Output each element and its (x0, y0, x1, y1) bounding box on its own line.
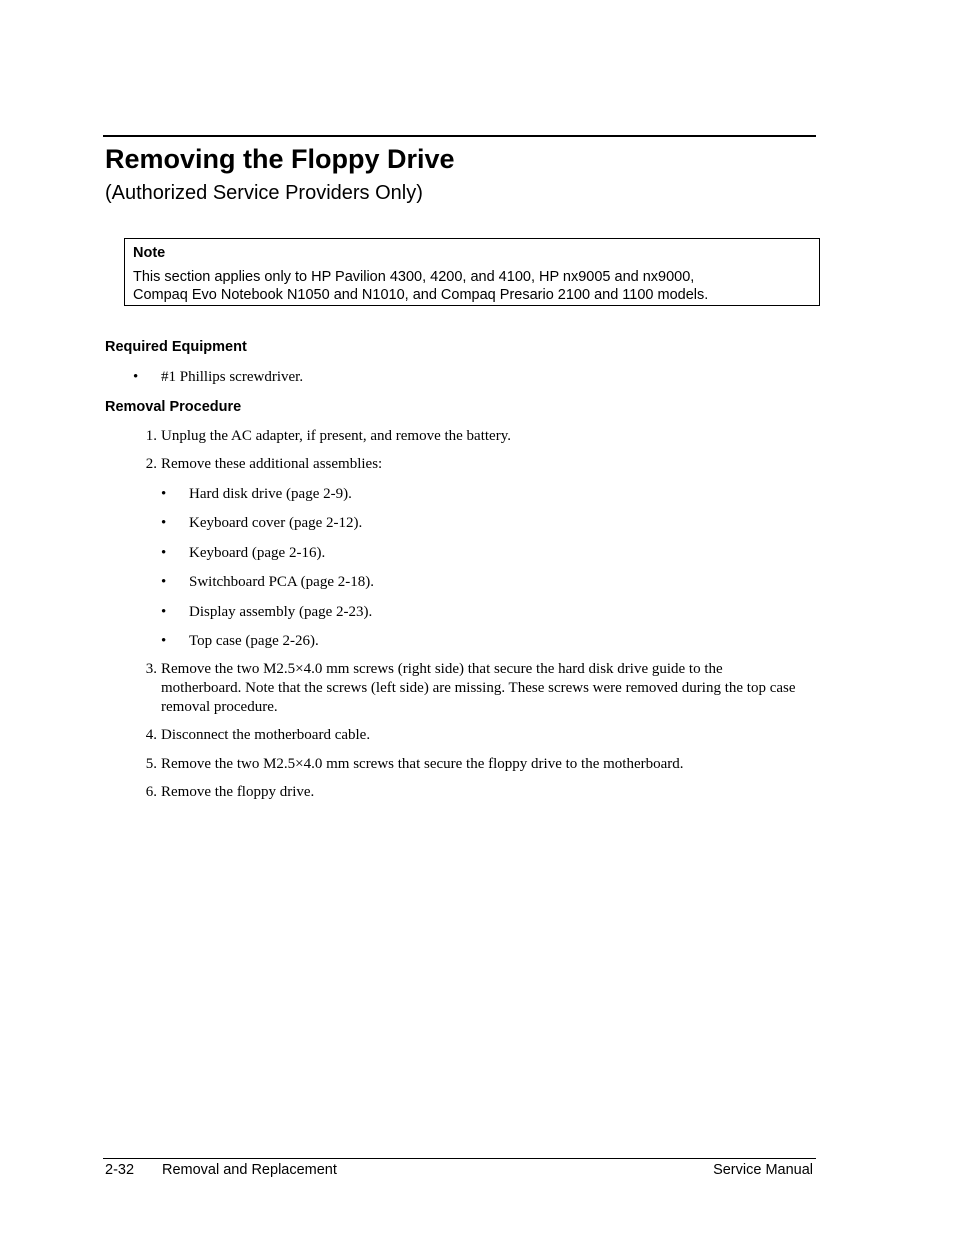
bullet-icon: • (161, 574, 167, 590)
note-title: Note (133, 245, 166, 261)
step-number: 3. (145, 661, 157, 677)
assembly-item-text: Top case (page 2-26). (189, 633, 319, 649)
step-number: 6. (145, 784, 157, 800)
equipment-item-text: #1 Phillips screwdriver. (161, 369, 304, 385)
footer-page-number: 2-32 (105, 1162, 135, 1178)
step-text: Disconnect the motherboard cable. (161, 727, 371, 743)
footer-manual-title: Service Manual (713, 1162, 813, 1178)
step-text: Unplug the AC adapter, if present, and remove the battery. (161, 428, 511, 444)
top-rule (103, 135, 816, 137)
bullet-icon: • (161, 515, 167, 531)
step-text: Remove these additional assemblies: (161, 456, 383, 472)
assembly-item-text: Keyboard cover (page 2-12). (189, 515, 363, 531)
step-number: 1. (145, 428, 157, 444)
bullet-icon: • (161, 545, 167, 561)
note-box (124, 238, 820, 306)
bullet-icon: • (161, 486, 167, 502)
bullet-icon: • (133, 369, 139, 385)
page-subtitle: (Authorized Service Providers Only) (105, 182, 423, 204)
page-title: Removing the Floppy Drive (105, 144, 455, 174)
bullet-icon: • (161, 633, 167, 649)
assembly-item-text: Keyboard (page 2-16). (189, 545, 326, 561)
assembly-item-text: Switchboard PCA (page 2-18). (189, 574, 374, 590)
step-text: Remove the two M2.5×4.0 mm screws (right side) that secure the hard disk drive guide to the motherboard. Note that the screws (left side) are missing. These screws were removed during the top case removal procedure. (161, 661, 796, 715)
note-text-line-1: This section applies only to HP Pavilion 4300, 4200, and 4100, HP nx9005 and nx9000, (133, 269, 695, 285)
step-text: Remove the two M2.5×4.0 mm screws that secure the floppy drive to the motherboard. (161, 756, 684, 772)
assembly-item-text: Display assembly (page 2-23). (189, 604, 373, 620)
step-number: 2. (145, 456, 157, 472)
bullet-icon: • (161, 604, 167, 620)
footer-section-title: Removal and Replacement (162, 1162, 337, 1178)
step-text: Remove the floppy drive. (161, 784, 315, 800)
removal-procedure-heading: Removal Procedure (105, 399, 242, 415)
assembly-item-text: Hard disk drive (page 2-9). (189, 486, 352, 502)
note-text-line-2: Compaq Evo Notebook N1050 and N1010, and Compaq Presario 2100 and 1100 models. (133, 287, 709, 303)
step-number: 4. (145, 727, 157, 743)
footer-rule (103, 1158, 816, 1159)
step-number: 5. (145, 756, 157, 772)
required-equipment-heading: Required Equipment (105, 339, 247, 355)
